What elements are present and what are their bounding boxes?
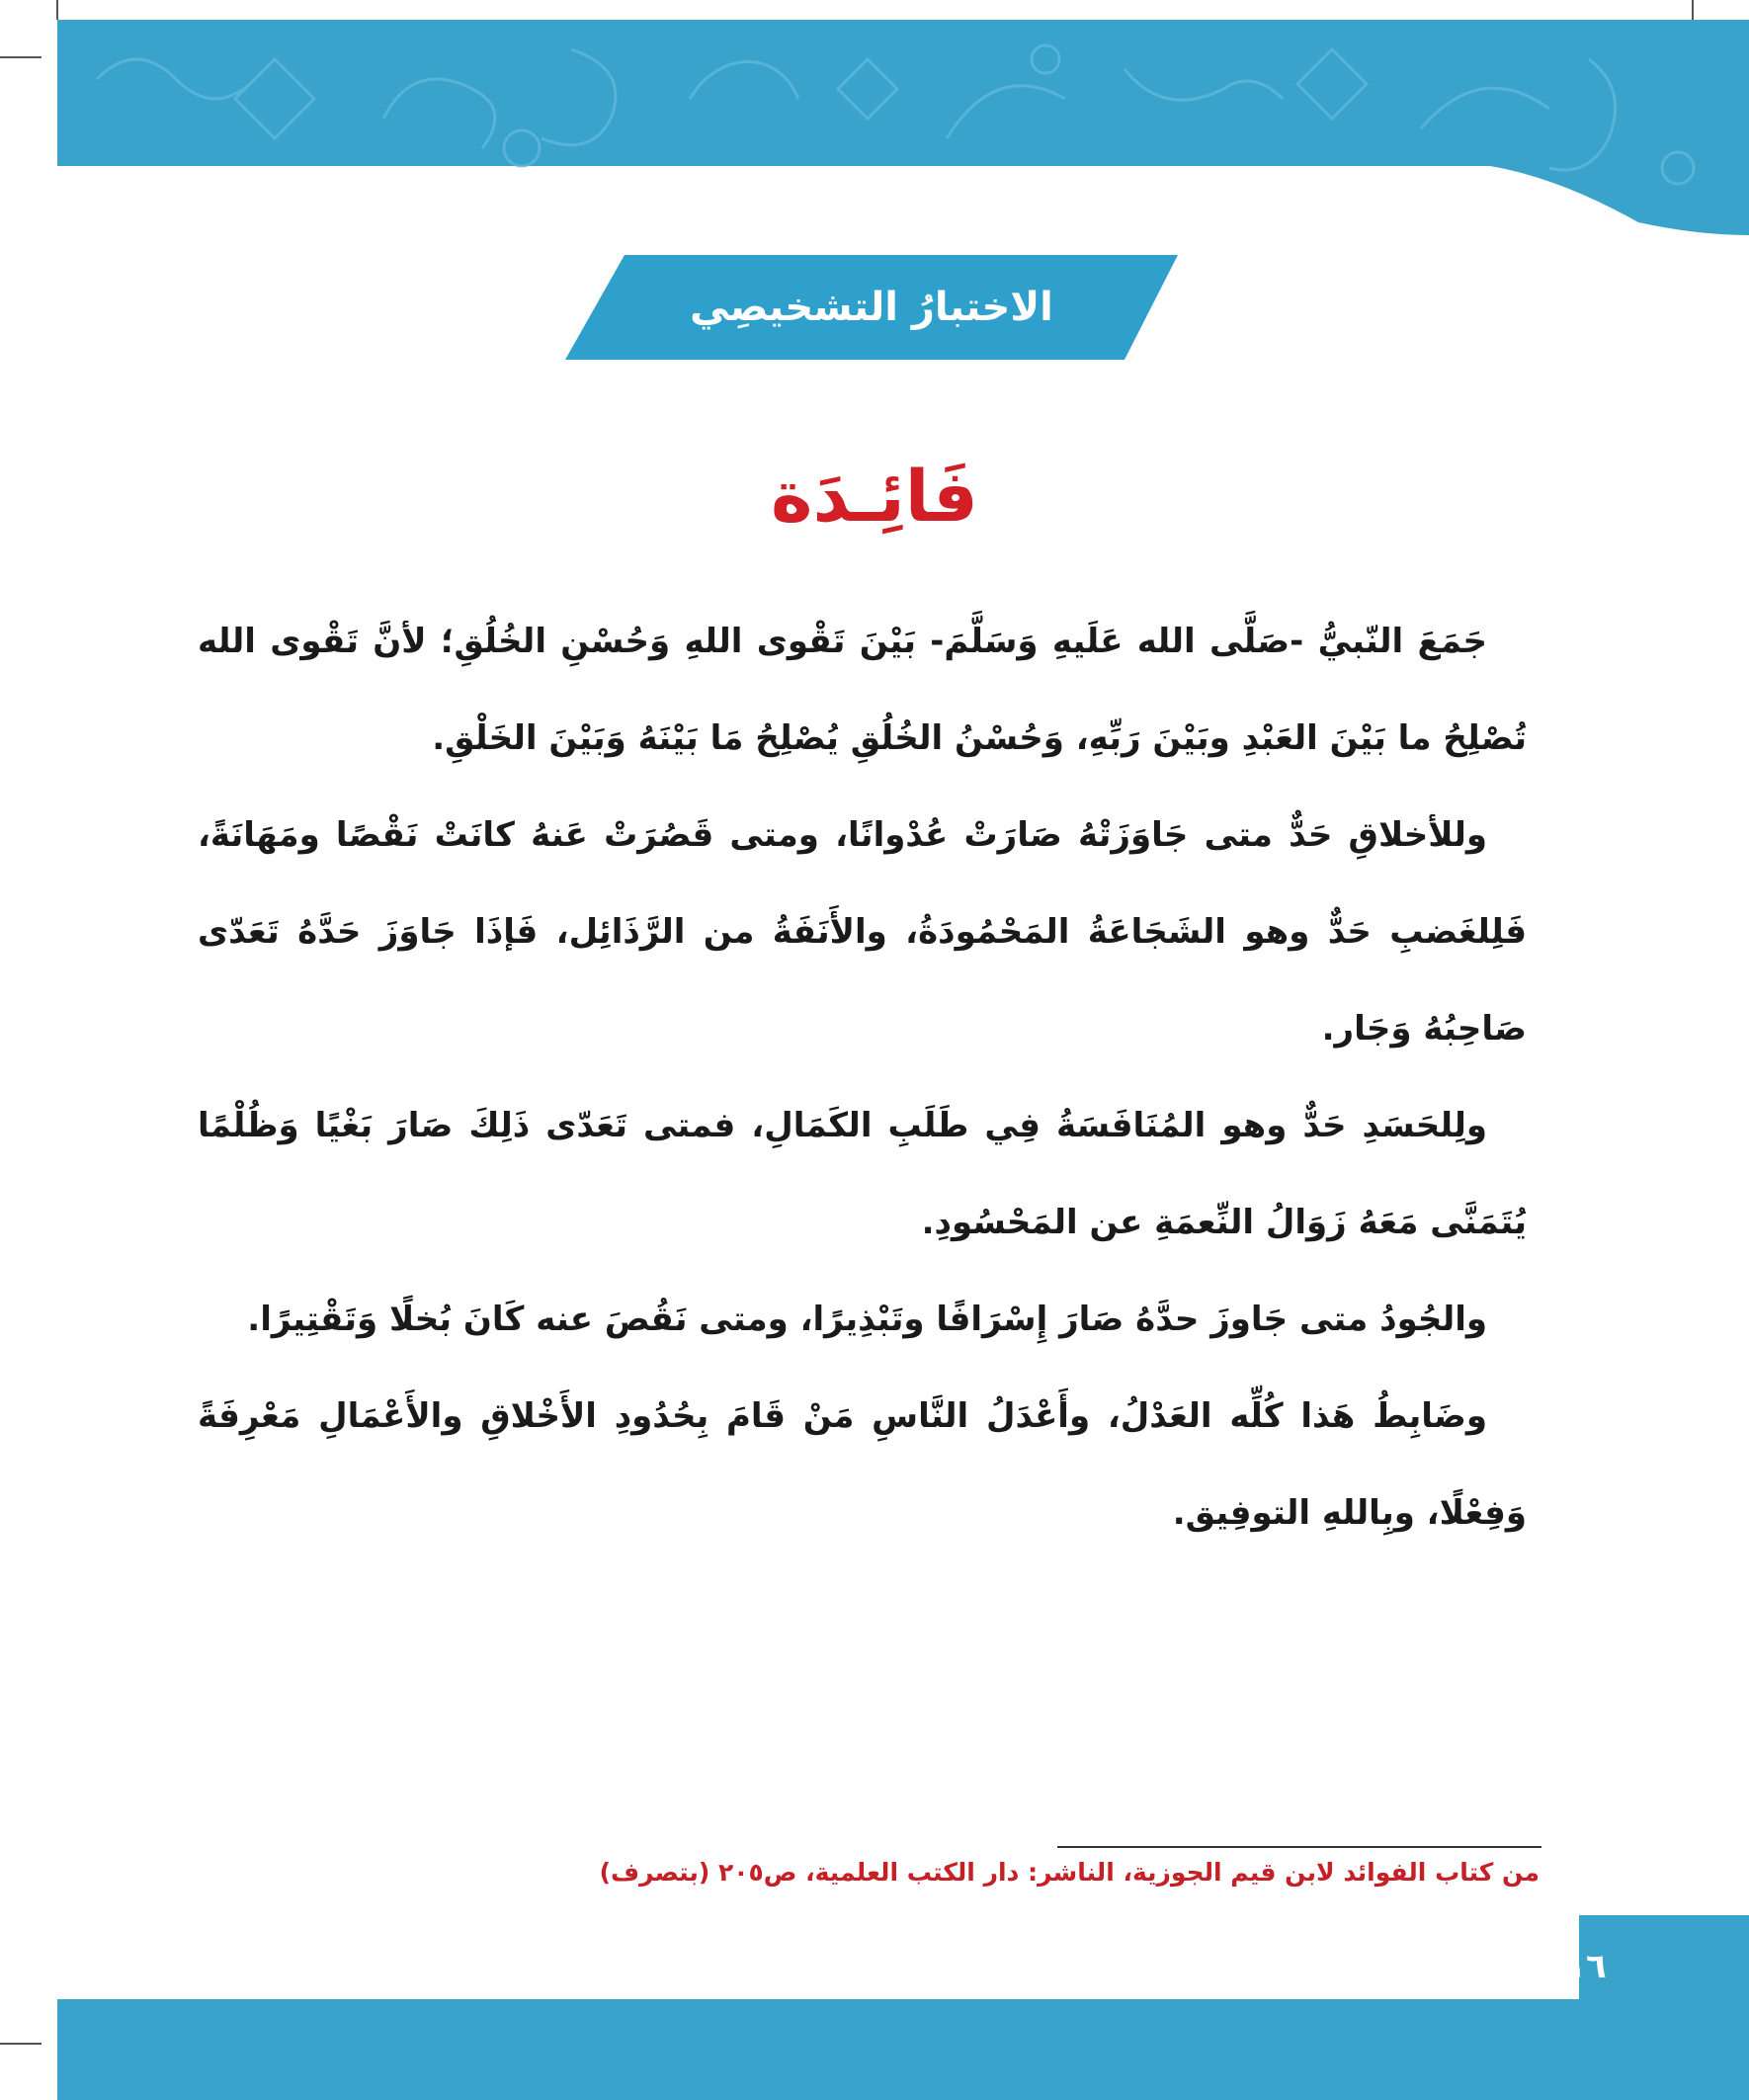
paragraph: ولِلحَسَدِ حَدٌّ وهو المُنَافَسَةُ فِي طَلَبِ الكَمَالِ، فمتى تَعَدّى ذَلِكَ صَارَ بَغْيًا وَظُلْمًا يُتَمَنَّى مَعَهُ زَوَالُ النِّعمَةِ عن المَحْسُودِ.: [198, 1106, 1527, 1242]
page-number: ١٦: [1565, 1947, 1607, 1986]
section-title-badge: [565, 255, 1178, 360]
crop-mark: [0, 2043, 42, 2045]
paragraph: وللأخلاقِ حَدٌّ متى جَاوَزَتْهُ صَارَتْ عُدْوانًا، ومتى قَصُرَتْ عَنهُ كانَتْ نَقْصًا ومَهَانَةً، فَلِلغَضبِ حَدٌّ وهو الشَجَاعَةُ المَحْمُودَةُ، والأَنَفَةُ من الرَّذَائِل، فَإذَا جَاوَزَ حَدَّهُ تَعَدّى صَاحِبُهُ وَجَار.: [198, 815, 1527, 1049]
page-title: فَائِـدَة: [771, 455, 978, 538]
article-body: [198, 593, 1527, 1561]
paragraph: جَمَعَ النّبيُّ -صَلَّى الله عَلَيهِ وَسَلَّمَ- بَيْنَ تَقْوى اللهِ وَحُسْنِ الخُلُقِ؛ لأنَّ تَقْوى الله تُصْلِحُ ما بَيْنَ العَبْدِ وبَيْنَ رَبِّهِ، وَحُسْنُ الخُلُقِ يُصْلِحُ مَا بَيْنَهُ وَبَيْنَ الخَلْقِ.: [198, 622, 1527, 758]
footer-band: [57, 1915, 1749, 2100]
footnote-divider: [1057, 1846, 1541, 1848]
header-band: [57, 20, 1749, 235]
crop-mark: [0, 56, 42, 58]
paragraph: والجُودُ متى جَاوزَ حدَّهُ صَارَ إِسْرَافًا وتَبْذِيرًا، ومتى نَقُصَ عنه كَانَ بُخلًا وَتَقْتِيرًا.: [247, 1300, 1487, 1339]
crop-mark: [1692, 0, 1694, 20]
section-title: الاختبارُ التشخيصِي: [690, 285, 1053, 330]
paragraph: وضَابِطُ هَذا كُلِّه العَدْلُ، وأَعْدَلُ النَّاسِ مَنْ قَامَ بِحُدُودِ الأَخْلاقِ والأَعْمَالِ مَعْرِفَةً وَفِعْلًا، وبِاللهِ التوفِيق.: [198, 1396, 1527, 1533]
footnote: من كتاب الفوائد لابن قيم الجوزية، الناشر: دار الكتب العلمية، ص٢٠٥ (بتصرف): [599, 1858, 1540, 1887]
crop-mark: [56, 0, 58, 20]
